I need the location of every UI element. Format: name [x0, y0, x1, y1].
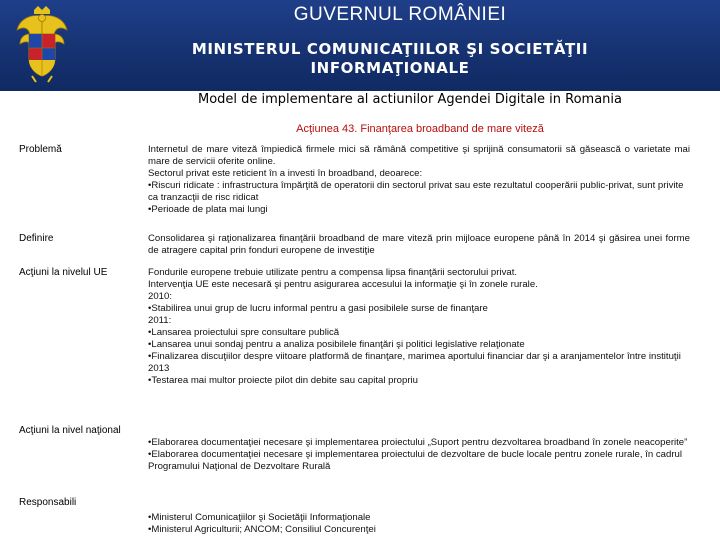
ministry-title-line-2: INFORMAŢIONALE — [310, 59, 470, 77]
romanian-coat-of-arms-icon — [14, 4, 70, 84]
eu-action-line: Fondurile europene trebuie utilizate pentru a compensa lipsa finanţării sectorului privat. — [148, 267, 518, 278]
eu-action-line: •Lansarea proiectului spre consultare publică — [148, 327, 340, 338]
eu-action-line: •Testarea mai multor proiecte pilot din debite sau capital propriu — [148, 375, 418, 386]
problem-line: Internetul de mare viteză împiedică firmele mici să rămână competitive şi sprijină consumatorii să găsească o varietate mai mare de servicii oferite online. — [148, 144, 690, 167]
national-action-line: •Elaborarea documentaţiei necesare şi implementarea proiectului „Suport pentru dezvoltarea broadband în zonele neacoperite” — [148, 437, 688, 448]
eu-action-line: •Lansarea unui sondaj pentru a analiza posibilele finanţări şi politici legislative relaţionate — [148, 339, 525, 350]
eu-action-line: •Finalizarea discuţiilor despre viitoare platformă de finanţare, marimea aportului financiar dar şi a aranjamentelor între instituţii — [148, 351, 681, 362]
row-label-responsible: Responsabili — [19, 497, 77, 508]
eu-action-line: 2011: — [148, 315, 172, 326]
row-body-responsible — [148, 512, 690, 536]
national-action-line: •Elaborarea documentaţiei necesare şi implementarea proiectului de dezvoltare de bucle locale pentru zonele rurale, în cadrul Programului Naţional de Dezvoltare Rurală — [148, 449, 682, 472]
row-body-national-actions — [148, 437, 690, 473]
row-body-definition — [148, 233, 690, 257]
responsible-line: •Ministerul Agriculturii; ANCOM; Consiliul Concurenţei — [148, 524, 376, 535]
responsible-line: •Ministerul Comunicaţiilor şi Societăţii Informaţionale — [148, 512, 371, 523]
header-banner — [0, 0, 720, 91]
eu-action-line: •Stabilirea unui grup de lucru informal pentru a gasi posibilele surse de finanţare — [148, 303, 488, 314]
eu-action-line: 2010: — [148, 291, 173, 302]
row-body-problem — [148, 144, 690, 216]
row-label-eu-actions: Acţiuni la nivelul UE — [19, 267, 108, 278]
action-title: Acţiunea 43. Finanţarea broadband de mare viteză — [296, 123, 544, 135]
ministry-title — [130, 40, 650, 78]
row-label-definition: Definire — [19, 233, 54, 244]
definition-line: Consolidarea şi raţionalizarea finanţării broadband de mare viteză prin mijloace europene până în 2014 şi găsirea unei forme de atragere capital prin fonduri europene de investiţie — [148, 233, 690, 256]
eu-action-line: Intervenţia UE este necesară şi pentru asigurarea accesului la informaţie şi în zonele rurale. — [148, 279, 538, 290]
ministry-title-line-1: MINISTERUL COMUNICAŢIILOR ŞI SOCIETĂŢII — [191, 40, 589, 58]
eu-action-line: 2013 — [148, 363, 170, 374]
row-label-problem: Problemă — [19, 144, 62, 155]
problem-line: •Perioade de plata mai lungi — [148, 204, 268, 215]
row-label-national-actions: Acţiuni la nivel naţional — [19, 425, 121, 436]
problem-line: •Riscuri ridicate : infrastructura împărţită de operatorii din sectorul privat sau este rezultatul cooperării public-privat, sunt privite ca tranzacţii de risc ridicat — [148, 180, 684, 203]
model-title: Model de implementare al actiunilor Agendei Digitale in Romania — [197, 92, 622, 107]
government-title: GUVERNUL ROMÂNIEI — [293, 4, 507, 25]
row-body-eu-actions — [148, 267, 690, 387]
problem-line: Sectorul privat este reticient în a investi în broadband, deoarece: — [148, 168, 423, 179]
